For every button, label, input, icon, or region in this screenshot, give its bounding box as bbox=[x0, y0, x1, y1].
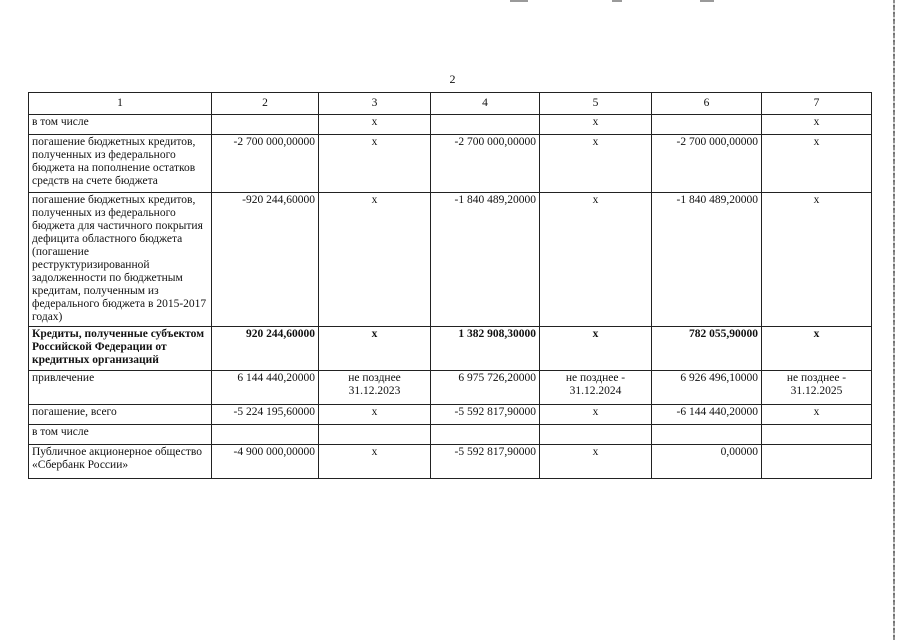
row-label: погашение бюджетных кредитов, полученных из федерального бюджета для частичного покрытия дефицита областного бюджета (погашение реструктуризированной задолженности по бюджетным кредитам, полученным из федерального бюджета в 2015-2017 годах) bbox=[29, 193, 212, 327]
cell-value: 6 144 440,20000 bbox=[212, 371, 319, 405]
cell-value bbox=[431, 425, 540, 445]
row-label: Публичное акционерное общество «Сбербанк России» bbox=[29, 445, 212, 479]
page-number: 2 bbox=[449, 72, 456, 86]
cell-value: не позднее 31.12.2023 bbox=[319, 371, 431, 405]
cell-value: -1 840 489,20000 bbox=[431, 193, 540, 327]
cell-value: х bbox=[540, 327, 652, 371]
cell-value: х bbox=[319, 135, 431, 193]
cell-value bbox=[762, 425, 872, 445]
column-header: 1 bbox=[29, 93, 212, 115]
scan-artifact bbox=[700, 0, 714, 2]
cell-value bbox=[431, 115, 540, 135]
table-row bbox=[29, 405, 872, 425]
cell-value: х bbox=[540, 193, 652, 327]
cell-value: -5 592 817,90000 bbox=[431, 405, 540, 425]
cell-value: х bbox=[540, 135, 652, 193]
budget-sources-table bbox=[28, 92, 872, 479]
cell-value: х bbox=[540, 445, 652, 479]
cell-value: х bbox=[762, 405, 872, 425]
column-header: 6 bbox=[652, 93, 762, 115]
table-row bbox=[29, 445, 872, 479]
cell-value: х bbox=[319, 327, 431, 371]
cell-value: х bbox=[762, 327, 872, 371]
cell-value: х bbox=[762, 115, 872, 135]
cell-value: 782 055,90000 bbox=[652, 327, 762, 371]
row-label: погашение бюджетных кредитов, полученных из федерального бюджета на пополнение остатков средств на счете бюджета bbox=[29, 135, 212, 193]
cell-value: не позднее - 31.12.2025 bbox=[762, 371, 872, 405]
cell-value: х bbox=[319, 405, 431, 425]
cell-value: х bbox=[319, 193, 431, 327]
scan-artifact bbox=[612, 0, 622, 2]
row-label: Кредиты, полученные субъектом Российской Федерации от кредитных организаций bbox=[29, 327, 212, 371]
cell-value: -4 900 000,00000 bbox=[212, 445, 319, 479]
row-label: погашение, всего bbox=[29, 405, 212, 425]
cell-value: х bbox=[540, 405, 652, 425]
cell-value bbox=[652, 425, 762, 445]
cell-value: -2 700 000,00000 bbox=[652, 135, 762, 193]
row-label: в том числе bbox=[29, 115, 212, 135]
table-row bbox=[29, 193, 872, 327]
cell-value bbox=[212, 425, 319, 445]
table-row bbox=[29, 425, 872, 445]
cell-value: не позднее - 31.12.2024 bbox=[540, 371, 652, 405]
cell-value: 6 975 726,20000 bbox=[431, 371, 540, 405]
cell-value: х bbox=[319, 445, 431, 479]
cell-value: 1 382 908,30000 bbox=[431, 327, 540, 371]
table-header-row bbox=[29, 93, 872, 115]
column-header: 2 bbox=[212, 93, 319, 115]
table-row bbox=[29, 371, 872, 405]
cell-value: -5 224 195,60000 bbox=[212, 405, 319, 425]
row-label: привлечение bbox=[29, 371, 212, 405]
cell-value: х bbox=[319, 115, 431, 135]
cell-value bbox=[762, 445, 872, 479]
column-header: 3 bbox=[319, 93, 431, 115]
cell-value bbox=[652, 115, 762, 135]
cell-value: х bbox=[762, 135, 872, 193]
cell-value: -2 700 000,00000 bbox=[212, 135, 319, 193]
cell-value: 920 244,60000 bbox=[212, 327, 319, 371]
column-header: 7 bbox=[762, 93, 872, 115]
cell-value: -1 840 489,20000 bbox=[652, 193, 762, 327]
table-row bbox=[29, 327, 872, 371]
cell-value bbox=[212, 115, 319, 135]
cell-value: 6 926 496,10000 bbox=[652, 371, 762, 405]
scan-artifact bbox=[510, 0, 528, 2]
cell-value bbox=[540, 425, 652, 445]
column-header: 5 bbox=[540, 93, 652, 115]
scan-edge bbox=[893, 0, 895, 640]
cell-value: х bbox=[762, 193, 872, 327]
cell-value: -6 144 440,20000 bbox=[652, 405, 762, 425]
row-label: в том числе bbox=[29, 425, 212, 445]
cell-value: -920 244,60000 bbox=[212, 193, 319, 327]
cell-value: -2 700 000,00000 bbox=[431, 135, 540, 193]
column-header: 4 bbox=[431, 93, 540, 115]
cell-value: 0,00000 bbox=[652, 445, 762, 479]
table-row bbox=[29, 135, 872, 193]
cell-value: -5 592 817,90000 bbox=[431, 445, 540, 479]
cell-value: х bbox=[540, 115, 652, 135]
table-row bbox=[29, 115, 872, 135]
cell-value bbox=[319, 425, 431, 445]
